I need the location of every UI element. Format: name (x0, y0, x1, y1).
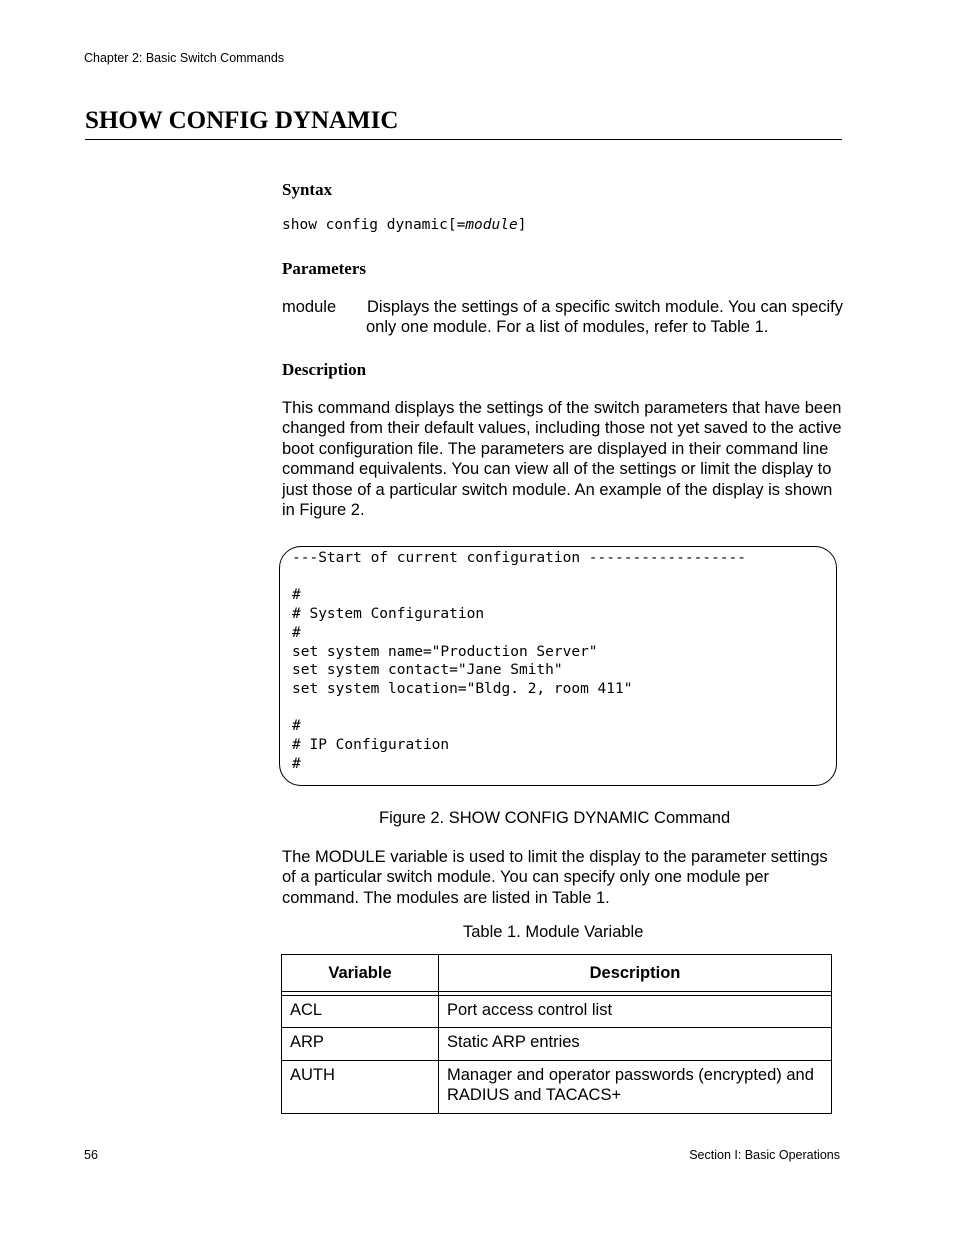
table-header-row (282, 955, 832, 992)
syntax-command-param: module (465, 217, 518, 233)
syntax-command (282, 217, 526, 233)
running-footer-section: Section I: Basic Operations (689, 1148, 840, 1162)
table-row (282, 1060, 832, 1113)
module-paragraph: The MODULE variable is used to limit the display to the parameter settings of a particular switch module. You can specify only one module per command. The modules are listed in Table 1. (282, 848, 828, 907)
page-number: 56 (84, 1148, 98, 1162)
figure-caption: Figure 2. SHOW CONFIG DYNAMIC Command (379, 809, 731, 827)
syntax-command-suffix: ] (517, 217, 527, 233)
syntax-command-prefix: show config dynamic[= (282, 217, 466, 233)
table-row (282, 996, 832, 1028)
table-cell-variable: ARP (282, 1028, 439, 1060)
code-example: ---Start of current configuration ------------------ # # System Configuration # set system name="Production Server" set system contact="Jane Smith" set system location="Bldg. 2, room 411" # # IP Configuration # (292, 550, 746, 772)
description-paragraph: This command displays the settings of the switch parameters that have been changed from their default values, including those not yet saved to the active boot configuration file. The parameters are displayed in their command line command equivalents. You can view all of the settings or limit the display to just those of a particular switch module. An example of the display is shown in Figure 2. (282, 399, 842, 520)
parameter-description: Displays the settings of a specific switch module. You can specify only one module. For a list of modules, refer to Table 1. (366, 298, 843, 337)
table-caption: Table 1. Module Variable (463, 923, 644, 941)
module-variable-table (281, 954, 832, 1114)
table-cell-variable: AUTH (282, 1060, 439, 1113)
running-header: Chapter 2: Basic Switch Commands (84, 51, 285, 65)
page-title: SHOW CONFIG DYNAMIC (85, 107, 399, 134)
table-header-variable: Variable (282, 955, 439, 992)
parameters-heading: Parameters (282, 259, 367, 278)
syntax-heading: Syntax (282, 180, 333, 199)
table-cell-description: Manager and operator passwords (encrypted) and RADIUS and TACACS+ (439, 1060, 832, 1113)
parameter-name: module (282, 298, 337, 316)
table-cell-description: Static ARP entries (439, 1028, 832, 1060)
table-cell-description: Port access control list (439, 996, 832, 1028)
table-header-description: Description (439, 955, 832, 992)
table-cell-variable: ACL (282, 996, 439, 1028)
description-heading: Description (282, 360, 367, 379)
title-rule (85, 139, 842, 140)
table-row (282, 1028, 832, 1060)
